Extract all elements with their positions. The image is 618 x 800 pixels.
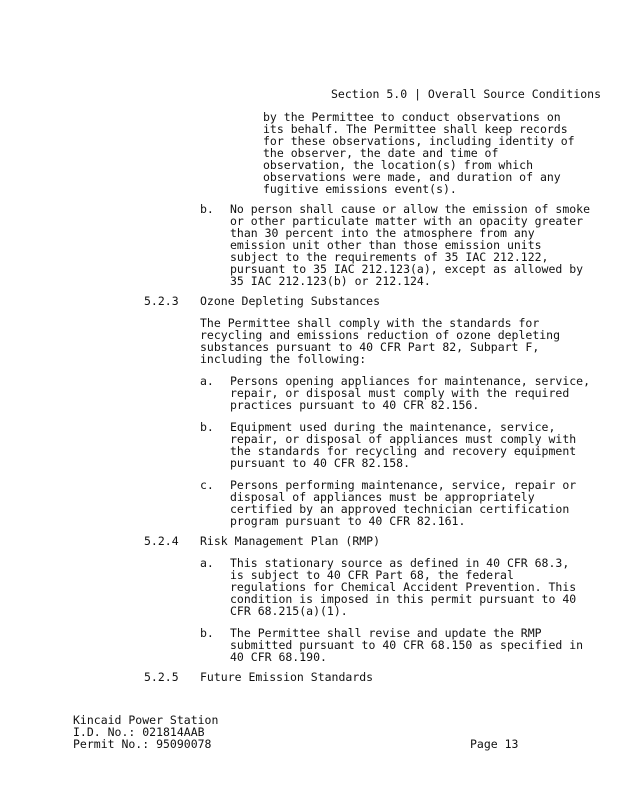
text-line: This stationary source as defined in 40 CFR 68.3, [230, 556, 570, 570]
text-line: subject to the requirements of 35 IAC 212.122, [230, 250, 549, 264]
footer-id-number: I.D. No.: 021814AAB [73, 725, 205, 739]
text-line: repair, or disposal must comply with the required [230, 386, 570, 400]
text-line: submitted pursuant to 40 CFR 68.150 as specified in [230, 638, 584, 652]
section-title: Ozone Depleting Substances [200, 294, 381, 308]
text-line: Persons performing maintenance, service, repair or [230, 478, 577, 492]
text-line: the observer, the date and time of [263, 146, 499, 160]
section-title: Risk Management Plan (RMP) [200, 534, 381, 548]
text-line: fugitive emissions event(s). [263, 182, 457, 196]
text-line: recycling and emissions reduction of ozone depleting [200, 328, 561, 342]
text-line: repair, or disposal of appliances must comply with [230, 432, 577, 446]
text-line: substances pursuant to 40 CFR Part 82, Subpart F, [200, 340, 540, 354]
text-line: for these observations, including identity of [263, 134, 575, 148]
section-number: 5.2.5 [144, 670, 179, 684]
text-line: 40 CFR 68.190. [230, 650, 327, 664]
item-label: c. [200, 478, 214, 492]
text-line: CFR 68.215(a)(1). [230, 604, 348, 618]
text-line: Persons opening appliances for maintenance, service, [230, 374, 591, 388]
page-number: Page 13 [470, 737, 519, 751]
text-line: practices pursuant to 40 CFR 82.156. [230, 398, 480, 412]
text-line: observations were made, and duration of any [263, 170, 561, 184]
text-line: emission unit other than those emission units [230, 238, 542, 252]
text-line: pursuant to 35 IAC 212.123(a), except as allowed by [230, 262, 584, 276]
text-line: The Permittee shall revise and update the RMP [230, 626, 542, 640]
item-label: b. [200, 202, 214, 216]
text-line: by the Permittee to conduct observations on [263, 110, 561, 124]
item-label: a. [200, 556, 214, 570]
text-line: Equipment used during the maintenance, service, [230, 420, 556, 434]
page-header: Section 5.0 | Overall Source Conditions [331, 87, 602, 101]
text-line: No person shall cause or allow the emission of smoke [230, 202, 591, 216]
text-line: 35 IAC 212.123(b) or 212.124. [230, 274, 431, 288]
footer-station: Kincaid Power Station [73, 713, 219, 727]
text-line: certified by an approved technician certification [230, 502, 570, 516]
item-label: a. [200, 374, 214, 388]
text-line: is subject to 40 CFR Part 68, the federal [230, 568, 514, 582]
item-label: b. [200, 626, 214, 640]
section-number: 5.2.3 [144, 294, 179, 308]
text-line: the standards for recycling and recovery equipment [230, 444, 577, 458]
text-line: including the following: [200, 352, 367, 366]
text-line: its behalf. The Permittee shall keep records [263, 122, 568, 136]
footer-permit-number: Permit No.: 95090078 [73, 737, 212, 751]
text-line: than 30 percent into the atmosphere from any [230, 226, 535, 240]
text-line: condition is imposed in this permit pursuant to 40 [230, 592, 577, 606]
section-number: 5.2.4 [144, 534, 179, 548]
item-label: b. [200, 420, 214, 434]
text-line: pursuant to 40 CFR 82.158. [230, 456, 411, 470]
text-line: or other particulate matter with an opacity greater [230, 214, 584, 228]
text-line: disposal of appliances must be appropriately [230, 490, 535, 504]
text-line: regulations for Chemical Accident Prevention. This [230, 580, 577, 594]
section-title: Future Emission Standards [200, 670, 374, 684]
text-line: observation, the location(s) from which [263, 158, 534, 172]
text-line: The Permittee shall comply with the standards for [200, 316, 540, 330]
text-line: program pursuant to 40 CFR 82.161. [230, 514, 466, 528]
